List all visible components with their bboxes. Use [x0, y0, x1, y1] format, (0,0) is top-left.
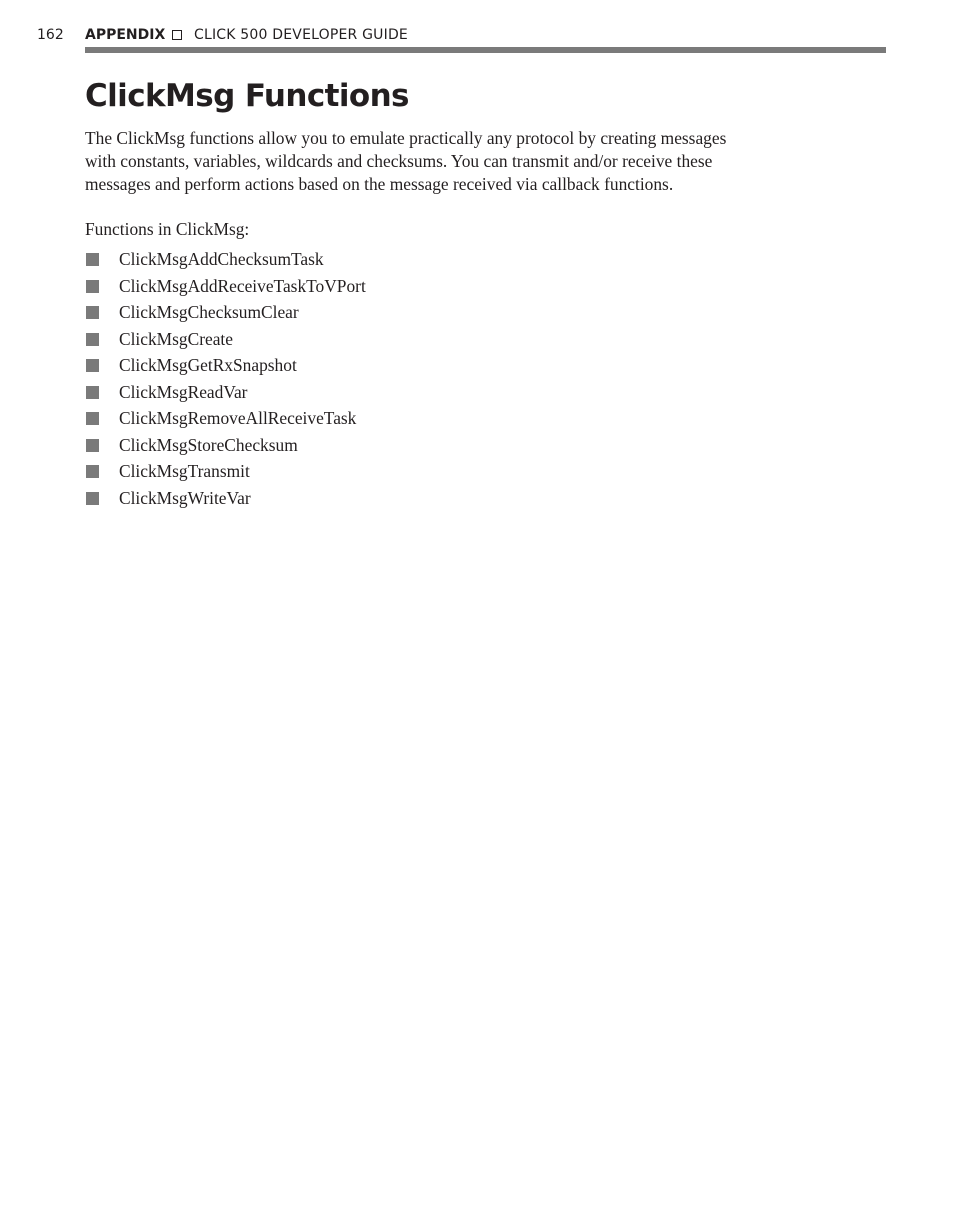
page-number: 162: [37, 27, 64, 43]
function-name: ClickMsgCreate: [119, 328, 233, 349]
function-name: ClickMsgRemoveAllReceiveTask: [119, 408, 357, 428]
function-name: ClickMsgAddChecksumTask: [119, 249, 324, 269]
list-item: [85, 407, 366, 434]
square-bullet-icon: [86, 253, 99, 266]
square-bullet-icon: [86, 492, 99, 505]
list-item: [85, 354, 366, 381]
section-label: APPENDIX: [85, 27, 166, 43]
function-name: ClickMsgStoreChecksum: [119, 434, 298, 455]
list-item: [85, 487, 366, 514]
function-name: ClickMsgTransmit: [119, 461, 250, 481]
intro-paragraph: The ClickMsg functions allow you to emulate practically any protocol by creating messages with constants, variables, wildcards and checksums. You can transmit and/or receive these messages and perform actions based on the message received via callback functions.: [85, 128, 727, 194]
list-item: [85, 460, 366, 487]
function-list: [85, 248, 366, 513]
list-intro: Functions in ClickMsg:: [85, 219, 250, 239]
square-bullet-icon: [86, 412, 99, 425]
square-bullet-icon: [86, 465, 99, 478]
function-name: ClickMsgAddReceiveTaskToVPort: [119, 275, 366, 296]
list-item: [85, 328, 366, 355]
square-bullet-icon: [86, 359, 99, 372]
book-title: CLICK 500 DEVELOPER GUIDE: [194, 27, 408, 43]
square-bullet-icon: [86, 280, 99, 293]
list-item: [85, 275, 366, 302]
function-name: ClickMsgReadVar: [119, 381, 248, 402]
list-item: [85, 381, 366, 408]
square-bullet-icon: [86, 386, 99, 399]
header-rule: [85, 47, 886, 53]
square-bullet-icon: [86, 333, 99, 346]
square-separator-icon: [172, 30, 182, 40]
running-header: [0, 24, 954, 46]
list-item: [85, 248, 366, 275]
square-bullet-icon: [86, 306, 99, 319]
list-item: [85, 301, 366, 328]
function-name: ClickMsgWriteVar: [119, 487, 251, 508]
function-name: ClickMsgGetRxSnapshot: [119, 355, 297, 375]
list-item: [85, 434, 366, 461]
page-title: ClickMsg Functions: [85, 78, 409, 114]
function-name: ClickMsgChecksumClear: [119, 302, 299, 322]
square-bullet-icon: [86, 439, 99, 452]
